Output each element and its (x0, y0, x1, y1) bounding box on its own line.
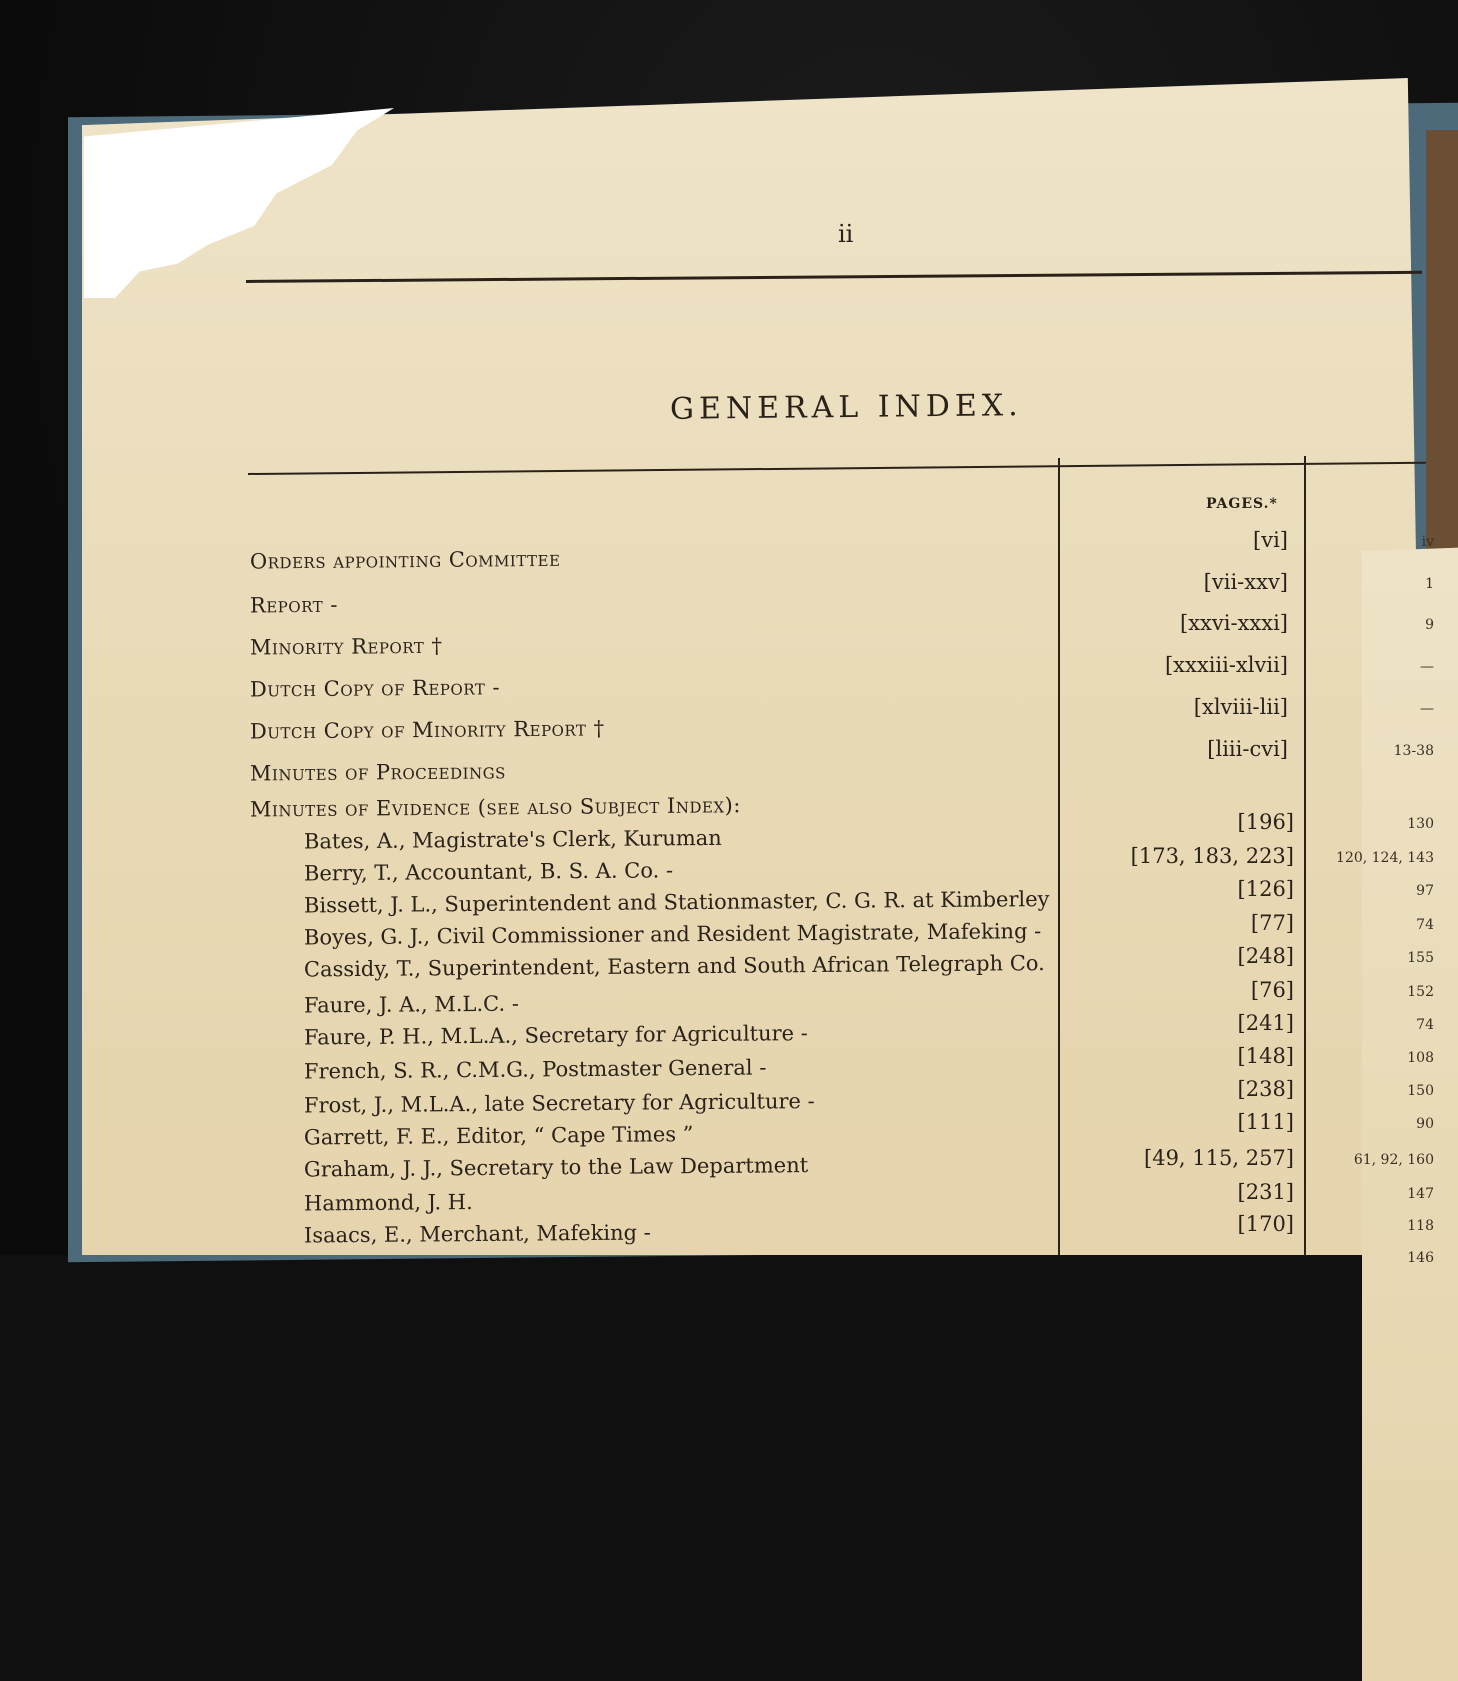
index-entry-pages: [77] (1250, 911, 1294, 935)
index-entry-label: Graham, J. J., Secretary to the Law Department (303, 1153, 809, 1182)
index-entry-pages: [148] (1237, 1044, 1294, 1068)
index-entry-label: Report - (249, 592, 339, 618)
index-entry-page: 1 (1425, 576, 1434, 592)
index-entry-label: Minutes of Evidence (see also Subject Index): (249, 793, 741, 822)
index-entry-page: 146 (1407, 1250, 1434, 1266)
index-entry-label: Faure, J. A., M.L.C. - (303, 991, 519, 1018)
index-entry-label: Boyes, G. J., Civil Commissioner and Resident Magistrate, Mafeking - (303, 919, 1042, 950)
index-entry-page: 74 (1416, 1017, 1434, 1033)
index-entry-page: 9 (1425, 617, 1434, 633)
page-number: ii (838, 220, 854, 248)
index-entry-page: 90 (1416, 1116, 1434, 1132)
index-entry-pages: [173, 183, 223] (1130, 844, 1294, 868)
index-entry-pages: [vii-xxv] (1203, 570, 1288, 594)
index-entry-page: — (1420, 701, 1434, 717)
page-title: GENERAL INDEX. (669, 388, 1023, 427)
index-entry-pages: [238] (1237, 1077, 1294, 1101)
index-entry-label: Frost, J., M.L.A., late Secretary for Agriculture - (303, 1089, 815, 1118)
index-entry-page: 155 (1407, 950, 1434, 966)
index-entry-label: Garrett, F. E., Editor, “ Cape Times ” (303, 1122, 694, 1150)
index-entry-label: French, S. R., C.M.G., Postmaster General - (303, 1055, 767, 1084)
index-entry-label: Dutch Copy of Minority Report † (249, 716, 605, 744)
index-entry-label: Minutes of Proceedings (249, 759, 507, 786)
index-entry-page: 147 (1407, 1186, 1434, 1202)
index-entry-page: 120, 124, 143 (1336, 850, 1434, 866)
index-entry-label: Isaacs, E., Merchant, Mafeking - (303, 1220, 651, 1248)
index-entry-pages: [111] (1237, 1110, 1294, 1134)
index-entry-label: Bates, A., Magistrate's Clerk, Kuruman (303, 825, 722, 854)
index-entry-page: 150 (1407, 1083, 1434, 1099)
index-entry-label: Orders appointing Committee (249, 546, 561, 574)
index-entry-pages: [49, 115, 257] (1144, 1146, 1294, 1170)
index-entry-label: Bissett, J. L., Superintendent and Stationmaster, C. G. R. at Kimberley (303, 886, 1050, 918)
index-entry-label: Dutch Copy of Report - (249, 675, 501, 702)
pages-column-header: PAGES.* (1206, 496, 1278, 512)
index-entry-pages: [196] (1237, 810, 1294, 834)
index-entry-label: Berry, T., Accountant, B. S. A. Co. - (303, 858, 674, 886)
index-entry-pages: [170] (1237, 1212, 1294, 1236)
index-entry-page: iv (1421, 534, 1434, 550)
index-entry-pages: [231] (1237, 1180, 1294, 1204)
index-entry-pages: [248] (1237, 944, 1294, 968)
index-entry-pages: [liii-cvi] (1207, 737, 1288, 761)
index-entry-label: Cassidy, T., Superintendent, Eastern and South African Telegraph Co. (303, 951, 1045, 982)
index-entry-page: 97 (1416, 883, 1434, 899)
index-entry-pages: [vi] (1253, 528, 1288, 552)
index-entry-page: 152 (1407, 984, 1434, 1000)
index-entry-pages: [241] (1237, 1011, 1294, 1035)
index-entry-pages: [xxxiii-xlvii] (1164, 653, 1288, 677)
index-entry-pages: [xlviii-lii] (1193, 695, 1288, 719)
index-entry-page: 130 (1407, 816, 1434, 832)
index-entry-label: Hammond, J. H. (303, 1190, 473, 1216)
index-entry-label: Minority Report † (249, 633, 443, 660)
index-entry-label: Faure, P. H., M.L.A., Secretary for Agriculture - (303, 1021, 808, 1050)
index-entry-pages: [xxvi-xxxi] (1180, 611, 1288, 635)
index-entry-pages: [126] (1237, 877, 1294, 901)
index-entry-page: 13-38 (1393, 743, 1434, 759)
index-entry-page: 108 (1407, 1050, 1434, 1066)
index-entry-page: 74 (1416, 917, 1434, 933)
index-entry-page: 118 (1407, 1218, 1434, 1234)
index-entry-page: 61, 92, 160 (1353, 1152, 1434, 1168)
column-divider-page (1304, 456, 1306, 1255)
index-entry-pages: [76] (1250, 978, 1294, 1002)
index-entry-page: — (1420, 659, 1434, 675)
